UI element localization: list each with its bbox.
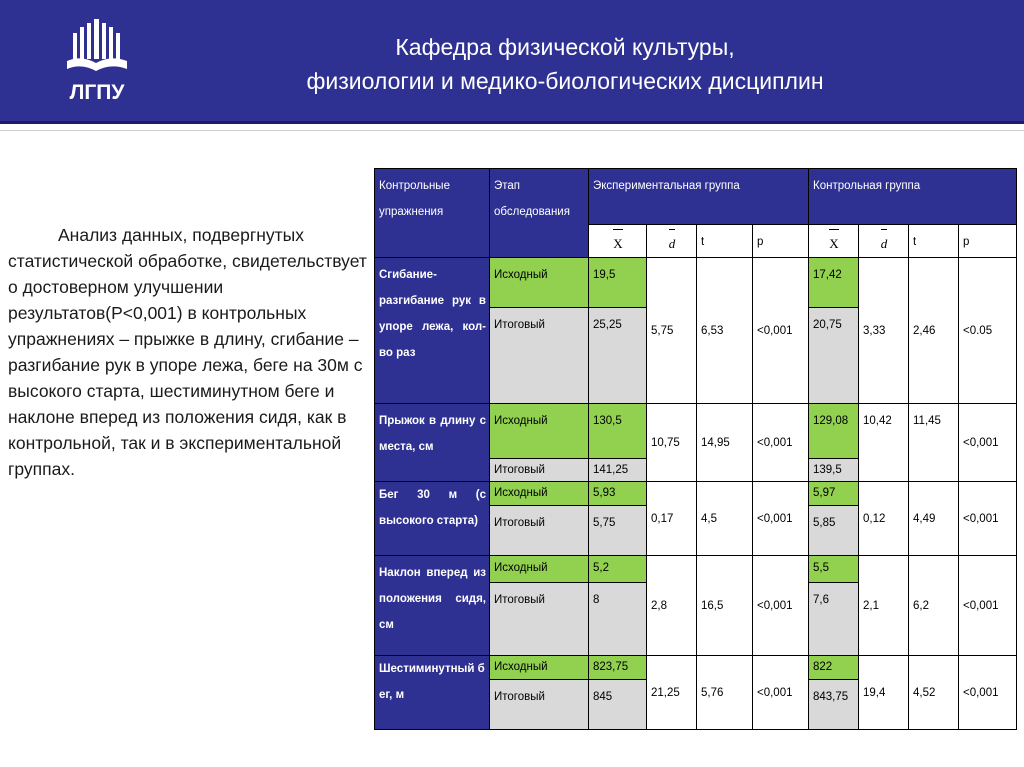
stage-final: Итоговый [490, 506, 589, 556]
exercise-name: Наклон вперед из положения сидя, см [375, 556, 490, 656]
exp-p-value: <0,001 [753, 482, 809, 556]
exp-t-value: 14,95 [697, 404, 753, 482]
university-logo-icon [63, 15, 131, 103]
ctl-initial-value: 17,42 [809, 258, 859, 308]
ctl-t-value: 2,46 [909, 258, 959, 404]
header-ctl-p: p [959, 225, 1017, 258]
exp-diff-value: 5,75 [647, 258, 697, 404]
divider [0, 130, 1024, 131]
stage-initial: Исходный [490, 656, 589, 680]
exp-diff-value: 2,8 [647, 556, 697, 656]
ctl-p-value: <0,001 [959, 556, 1017, 656]
ctl-p-value: <0.05 [959, 258, 1017, 404]
header-ctl-diff: d [859, 225, 909, 258]
results-table [374, 168, 1017, 730]
ctl-final-value: 7,6 [809, 583, 859, 656]
exp-diff-value: 21,25 [647, 656, 697, 730]
ctl-diff-value: 2,1 [859, 556, 909, 656]
ctl-t-value: 6,2 [909, 556, 959, 656]
exp-final-value: 845 [589, 680, 647, 730]
ctl-p-value: <0,001 [959, 656, 1017, 730]
header-exercise: Контрольные упражнения [375, 169, 490, 258]
ctl-p-value: <0,001 [959, 482, 1017, 556]
header-exp-diff: d [647, 225, 697, 258]
stage-initial: Исходный [490, 258, 589, 308]
ctl-initial-value: 5,97 [809, 482, 859, 506]
ctl-final-value: 5,85 [809, 506, 859, 556]
exp-initial-value: 823,75 [589, 656, 647, 680]
exp-initial-value: 5,93 [589, 482, 647, 506]
exercise-name: Прыжок в длину с места, см [375, 404, 490, 482]
stage-final: Итоговый [490, 583, 589, 656]
stage-initial: Исходный [490, 404, 589, 459]
exercise-name: Бег 30 м (с высокого старта) [375, 482, 490, 556]
exp-final-value: 8 [589, 583, 647, 656]
stage-final: Итоговый [490, 308, 589, 404]
stage-final: Итоговый [490, 459, 589, 482]
exp-final-value: 5,75 [589, 506, 647, 556]
header-exp-mean: X [589, 225, 647, 258]
ctl-final-value: 20,75 [809, 308, 859, 404]
header-control-group: Контрольная группа [809, 169, 1017, 225]
exp-t-value: 16,5 [697, 556, 753, 656]
exp-p-value: <0,001 [753, 258, 809, 404]
ctl-t-value: 11,45 [909, 404, 959, 482]
ctl-diff-value: 19,4 [859, 656, 909, 730]
exercise-name: Сгибание-разгибание рук в упоре лежа, кол-во раз [375, 258, 490, 404]
header-stage: Этап обследования [490, 169, 589, 258]
ctl-diff-value: 0,12 [859, 482, 909, 556]
header-ctl-t: t [909, 225, 959, 258]
exp-final-value: 25,25 [589, 308, 647, 404]
stage-final: Итоговый [490, 680, 589, 730]
ctl-diff-value: 3,33 [859, 258, 909, 404]
header-ctl-mean: X [809, 225, 859, 258]
exp-initial-value: 130,5 [589, 404, 647, 459]
header-title-line2: физиологии и медико-биологических дисциплин [306, 68, 824, 94]
header-exp-p: p [753, 225, 809, 258]
slide-header [0, 0, 1024, 124]
ctl-p-value: <0,001 [959, 404, 1017, 482]
header-title [150, 30, 980, 98]
ctl-initial-value: 822 [809, 656, 859, 680]
ctl-final-value: 139,5 [809, 459, 859, 482]
analysis-text [8, 222, 368, 482]
exp-t-value: 4,5 [697, 482, 753, 556]
header-exp-t: t [697, 225, 753, 258]
exp-p-value: <0,001 [753, 404, 809, 482]
exp-diff-value: 10,75 [647, 404, 697, 482]
ctl-t-value: 4,49 [909, 482, 959, 556]
stage-initial: Исходный [490, 556, 589, 583]
exp-t-value: 5,76 [697, 656, 753, 730]
analysis-first-line: Анализ данных, подвергнутых [58, 225, 305, 245]
exp-final-value: 141,25 [589, 459, 647, 482]
exp-initial-value: 19,5 [589, 258, 647, 308]
exp-initial-value: 5,2 [589, 556, 647, 583]
stage-initial: Исходный [490, 482, 589, 506]
ctl-diff-value: 10,42 [859, 404, 909, 482]
exp-p-value: <0,001 [753, 656, 809, 730]
exp-p-value: <0,001 [753, 556, 809, 656]
ctl-final-value: 843,75 [809, 680, 859, 730]
exercise-name: Шестиминутный бег, м [375, 656, 490, 730]
exp-diff-value: 0,17 [647, 482, 697, 556]
header-title-line1: Кафедра физической культуры, [395, 34, 735, 60]
exp-t-value: 6,53 [697, 258, 753, 404]
analysis-rest: статистической обработке, свидетельствует о достоверном улучшении результатов(Р<0,001) в контрольных упражнениях – прыжке в длину, сгибание – разгибание рук в упоре лежа, беге на 30м с высокого старта, шестиминутном беге и наклоне вперед из положения сидя, как в контрольной, так и в экспериментальной группах. [8, 251, 367, 479]
header-experimental-group: Экспериментальная группа [589, 169, 809, 225]
ctl-t-value: 4,52 [909, 656, 959, 730]
ctl-initial-value: 129,08 [809, 404, 859, 459]
svg-text:ЛГПУ: ЛГПУ [69, 81, 125, 103]
ctl-initial-value: 5,5 [809, 556, 859, 583]
